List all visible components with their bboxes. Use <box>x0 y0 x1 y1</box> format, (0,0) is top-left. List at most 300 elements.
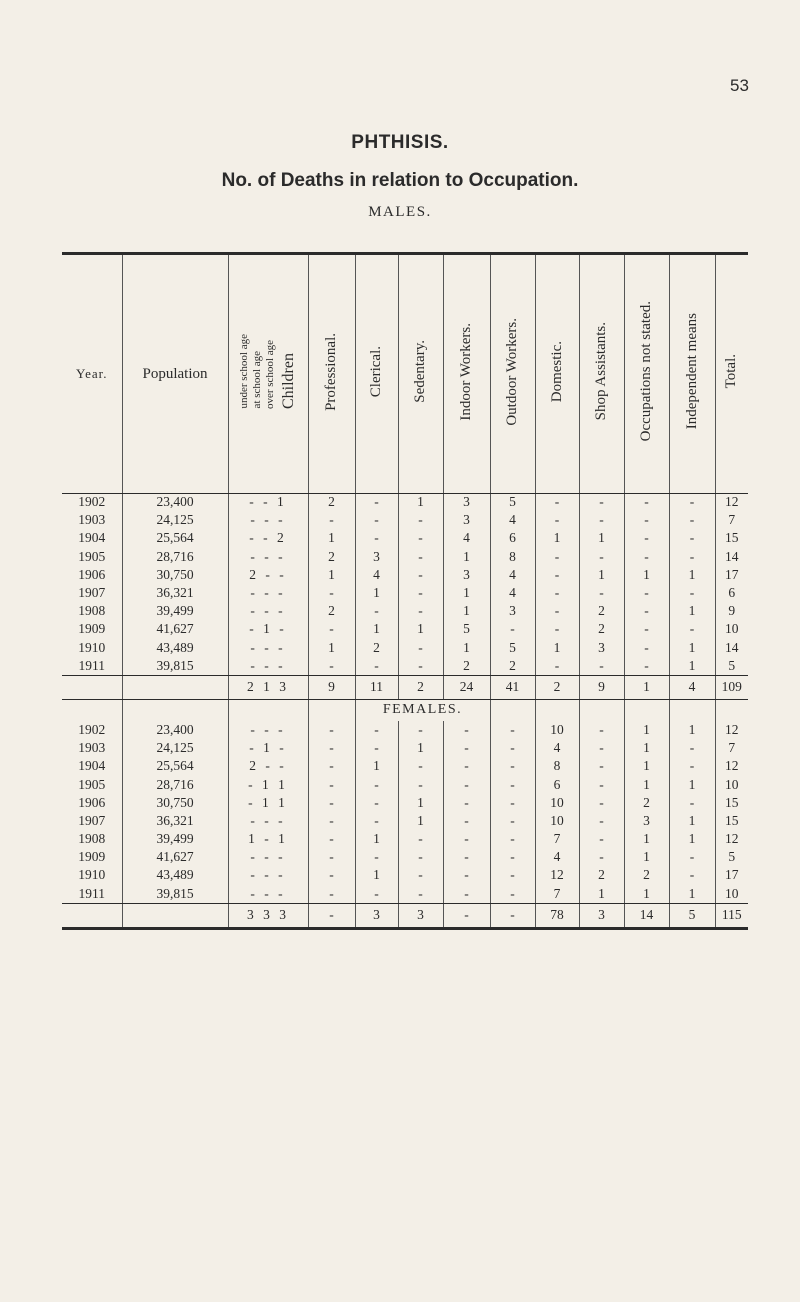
value-cell: - <box>579 739 624 757</box>
population-cell: 23,400 <box>122 721 228 739</box>
total-value-cell: - <box>443 903 490 927</box>
value-cell: 5 <box>715 848 748 866</box>
value-cell: 4 <box>535 739 579 757</box>
value-cell: - <box>535 566 579 584</box>
value-cell: 1 <box>669 657 715 675</box>
total-value-cell: 78 <box>535 903 579 927</box>
year-cell: 1909 <box>78 621 106 637</box>
population-cell: 39,499 <box>122 830 228 848</box>
males-total-top-rule <box>62 675 748 676</box>
value-cell: - <box>669 493 715 511</box>
value-cell: - <box>490 848 535 866</box>
females-label-body <box>62 699 748 721</box>
year-cell: 1911 <box>78 657 105 673</box>
value-cell: - <box>624 602 669 620</box>
value-cell: - <box>355 529 398 547</box>
value-cell: 1 <box>669 775 715 793</box>
year-cell: 1902 <box>78 494 106 510</box>
value-cell: - <box>398 657 443 675</box>
blank-cell <box>62 675 122 699</box>
value-cell: - <box>398 775 443 793</box>
value-cell: - <box>308 657 355 675</box>
females-total-top-rule <box>62 903 748 904</box>
value-cell: - <box>308 739 355 757</box>
header-children-under: under school age <box>238 334 250 409</box>
children-cell: - - - <box>228 657 308 675</box>
value-cell: - <box>443 775 490 793</box>
value-cell: - <box>579 721 624 739</box>
males-total-row <box>62 675 748 699</box>
value-cell: 15 <box>715 529 748 547</box>
header-professional: Professional. <box>308 255 355 493</box>
children-cell: - - - <box>228 511 308 529</box>
value-cell: - <box>669 548 715 566</box>
value-cell: - <box>308 757 355 775</box>
value-cell: - <box>355 885 398 903</box>
value-cell: - <box>398 584 443 602</box>
header-occupations-not-stated: Occupations not stated. <box>624 255 669 493</box>
children-total-cell: 3 3 3 <box>228 903 308 927</box>
value-cell: 1 <box>624 885 669 903</box>
value-cell: 5 <box>715 657 748 675</box>
value-cell: - <box>443 739 490 757</box>
value-cell: 1 <box>669 885 715 903</box>
header-sedentary: Sedentary. <box>398 255 443 493</box>
section-label-males: MALES. <box>368 204 432 220</box>
value-cell: - <box>355 721 398 739</box>
total-value-cell: 24 <box>443 675 490 699</box>
value-cell: - <box>398 529 443 547</box>
males-row-1910 <box>62 639 748 657</box>
header-population: Population <box>122 255 228 493</box>
value-cell: 1 <box>669 639 715 657</box>
value-cell: 2 <box>443 657 490 675</box>
value-cell: - <box>490 866 535 884</box>
value-cell: - <box>308 620 355 638</box>
population-cell: 41,627 <box>122 620 228 638</box>
value-cell: 4 <box>443 529 490 547</box>
population-cell: 28,716 <box>122 775 228 793</box>
value-cell: - <box>398 566 443 584</box>
value-cell: - <box>398 511 443 529</box>
value-cell: - <box>535 602 579 620</box>
total-value-cell: 3 <box>579 903 624 927</box>
table-subtitle: No. of Deaths in relation to Occupation. <box>221 170 579 191</box>
children-cell: - - - <box>228 584 308 602</box>
total-value-cell: 1 <box>624 675 669 699</box>
value-cell: - <box>535 657 579 675</box>
value-cell: 3 <box>443 493 490 511</box>
value-cell: 12 <box>715 757 748 775</box>
value-cell: - <box>355 775 398 793</box>
females-row-1902 <box>62 721 748 739</box>
value-cell: 1 <box>669 812 715 830</box>
page-number: 53 <box>730 76 749 95</box>
total-value-cell: 115 <box>715 903 748 927</box>
year-cell: 1909 <box>78 849 106 865</box>
total-value-cell: 2 <box>398 675 443 699</box>
value-cell: - <box>624 529 669 547</box>
value-cell: 2 <box>579 620 624 638</box>
children-cell: - 1 - <box>228 620 308 638</box>
year-cell: 1906 <box>78 566 106 582</box>
children-cell: - - - <box>228 602 308 620</box>
total-value-cell: 11 <box>355 675 398 699</box>
value-cell: 1 <box>624 830 669 848</box>
year-cell: 1902 <box>78 721 106 737</box>
value-cell: - <box>308 775 355 793</box>
year-cell: 1911 <box>78 885 105 901</box>
population-cell: 23,400 <box>122 493 228 511</box>
header-children <box>228 255 308 493</box>
children-cell: 2 - - <box>228 757 308 775</box>
males-body <box>62 493 748 675</box>
children-cell: - 1 - <box>228 739 308 757</box>
value-cell: 17 <box>715 566 748 584</box>
value-cell: 4 <box>490 584 535 602</box>
population-cell: 36,321 <box>122 812 228 830</box>
children-cell: - - - <box>228 885 308 903</box>
value-cell: - <box>355 657 398 675</box>
value-cell: 1 <box>443 548 490 566</box>
value-cell: - <box>398 866 443 884</box>
value-cell: 3 <box>490 602 535 620</box>
value-cell: 17 <box>715 866 748 884</box>
value-cell: 2 <box>308 493 355 511</box>
value-cell: 1 <box>308 639 355 657</box>
males-row-1908 <box>62 602 748 620</box>
females-row-1903 <box>62 739 748 757</box>
value-cell: 14 <box>715 548 748 566</box>
value-cell: - <box>398 639 443 657</box>
value-cell: 9 <box>715 602 748 620</box>
value-cell: - <box>624 584 669 602</box>
females-total-row <box>62 903 748 927</box>
value-cell: 1 <box>443 584 490 602</box>
value-cell: 2 <box>308 548 355 566</box>
value-cell: - <box>579 757 624 775</box>
males-row-1902 <box>62 493 748 511</box>
population-cell: 24,125 <box>122 739 228 757</box>
total-value-cell: - <box>490 903 535 927</box>
males-row-1909 <box>62 620 748 638</box>
value-cell: 4 <box>490 511 535 529</box>
value-cell: - <box>669 529 715 547</box>
value-cell: - <box>579 657 624 675</box>
value-cell: 1 <box>535 639 579 657</box>
population-cell: 39,499 <box>122 602 228 620</box>
males-total-body <box>62 675 748 699</box>
value-cell: 10 <box>535 794 579 812</box>
blank-cell <box>122 675 228 699</box>
females-row-1907 <box>62 812 748 830</box>
header-children-label: Children <box>280 352 297 409</box>
males-row-1907 <box>62 584 748 602</box>
children-cell: 2 - - <box>228 566 308 584</box>
value-cell: 3 <box>579 639 624 657</box>
children-cell: - - 1 <box>228 493 308 511</box>
section-label-females: FEMALES. <box>355 699 490 721</box>
header-outdoor-workers: Outdoor Workers. <box>490 255 535 493</box>
value-cell: 1 <box>624 566 669 584</box>
value-cell: - <box>398 602 443 620</box>
year-cell: 1903 <box>78 512 106 528</box>
females-row-1905 <box>62 775 748 793</box>
population-cell: 30,750 <box>122 566 228 584</box>
value-cell: 4 <box>490 566 535 584</box>
year-cell: 1910 <box>78 867 106 883</box>
year-cell: 1905 <box>78 776 106 792</box>
value-cell: - <box>490 794 535 812</box>
value-cell: - <box>443 757 490 775</box>
value-cell: 10 <box>535 812 579 830</box>
value-cell: 2 <box>624 866 669 884</box>
value-cell: - <box>308 866 355 884</box>
value-cell: 1 <box>535 529 579 547</box>
value-cell: 10 <box>715 775 748 793</box>
value-cell: 14 <box>715 639 748 657</box>
value-cell: - <box>490 885 535 903</box>
section-row-females <box>62 699 748 721</box>
total-value-cell: 14 <box>624 903 669 927</box>
value-cell: 1 <box>443 602 490 620</box>
value-cell: - <box>398 830 443 848</box>
header-children-at: at school age <box>251 351 263 409</box>
value-cell: 1 <box>579 529 624 547</box>
value-cell: 1 <box>669 602 715 620</box>
value-cell: 6 <box>535 775 579 793</box>
value-cell: 12 <box>715 830 748 848</box>
children-cell: 1 - 1 <box>228 830 308 848</box>
population-cell: 41,627 <box>122 848 228 866</box>
value-cell: - <box>579 794 624 812</box>
total-value-cell: 3 <box>398 903 443 927</box>
total-value-cell: 2 <box>535 675 579 699</box>
value-cell: - <box>490 830 535 848</box>
value-cell: - <box>355 493 398 511</box>
value-cell: 1 <box>355 584 398 602</box>
females-total-body <box>62 903 748 927</box>
value-cell: - <box>443 830 490 848</box>
value-cell: - <box>443 812 490 830</box>
value-cell: 15 <box>715 812 748 830</box>
value-cell: - <box>490 812 535 830</box>
value-cell: - <box>443 885 490 903</box>
value-cell: - <box>443 794 490 812</box>
value-cell: - <box>669 757 715 775</box>
value-cell: 1 <box>355 620 398 638</box>
children-cell: - - - <box>228 548 308 566</box>
males-row-1903 <box>62 511 748 529</box>
value-cell: 1 <box>308 529 355 547</box>
value-cell: 7 <box>535 885 579 903</box>
population-cell: 25,564 <box>122 529 228 547</box>
children-cell: - - - <box>228 848 308 866</box>
value-cell: 2 <box>355 639 398 657</box>
population-cell: 24,125 <box>122 511 228 529</box>
value-cell: - <box>669 848 715 866</box>
value-cell: 5 <box>490 639 535 657</box>
total-value-cell: 4 <box>669 675 715 699</box>
value-cell: - <box>579 830 624 848</box>
value-cell: 5 <box>490 493 535 511</box>
females-body <box>62 721 748 903</box>
value-cell: 12 <box>535 866 579 884</box>
total-value-cell: 5 <box>669 903 715 927</box>
value-cell: - <box>669 866 715 884</box>
value-cell: 2 <box>579 866 624 884</box>
header-bottom-rule <box>62 493 748 494</box>
value-cell: - <box>535 493 579 511</box>
value-cell: - <box>535 511 579 529</box>
value-cell: - <box>624 620 669 638</box>
value-cell: 3 <box>443 566 490 584</box>
year-cell: 1904 <box>78 530 106 546</box>
population-cell: 43,489 <box>122 639 228 657</box>
males-row-1904 <box>62 529 748 547</box>
total-value-cell: 41 <box>490 675 535 699</box>
value-cell: - <box>579 584 624 602</box>
value-cell: - <box>355 739 398 757</box>
population-cell: 43,489 <box>122 866 228 884</box>
females-row-1906 <box>62 794 748 812</box>
value-cell: - <box>579 548 624 566</box>
females-row-1910 <box>62 866 748 884</box>
value-cell: - <box>355 848 398 866</box>
value-cell: - <box>490 757 535 775</box>
value-cell: 2 <box>490 657 535 675</box>
header-independent-means: Independent means <box>669 255 715 493</box>
header-row <box>62 255 748 493</box>
males-row-1911 <box>62 657 748 675</box>
year-cell: 1906 <box>78 794 106 810</box>
females-row-1911 <box>62 885 748 903</box>
value-cell: 1 <box>398 739 443 757</box>
value-cell: 4 <box>535 848 579 866</box>
value-cell: - <box>443 848 490 866</box>
population-cell: 39,815 <box>122 885 228 903</box>
value-cell: - <box>398 885 443 903</box>
value-cell: 3 <box>624 812 669 830</box>
header-children-over: over school age <box>264 339 276 409</box>
value-cell: - <box>308 885 355 903</box>
header-year: Year. <box>76 365 108 381</box>
total-value-cell: 3 <box>355 903 398 927</box>
header-clerical: Clerical. <box>355 255 398 493</box>
year-cell: 1903 <box>78 740 106 756</box>
year-cell: 1908 <box>78 831 106 847</box>
value-cell: - <box>669 794 715 812</box>
value-cell: - <box>490 739 535 757</box>
year-cell: 1907 <box>78 812 106 828</box>
population-cell: 25,564 <box>122 757 228 775</box>
total-value-cell: - <box>308 903 355 927</box>
header-shop-assistants: Shop Assistants. <box>579 255 624 493</box>
value-cell: - <box>624 657 669 675</box>
value-cell: - <box>490 721 535 739</box>
year-cell: 1904 <box>78 758 106 774</box>
value-cell: 1 <box>624 848 669 866</box>
occupation-deaths-table <box>62 255 748 927</box>
value-cell: 1 <box>355 866 398 884</box>
value-cell: 10 <box>715 885 748 903</box>
value-cell: 1 <box>308 566 355 584</box>
value-cell: 1 <box>398 812 443 830</box>
value-cell: 12 <box>715 721 748 739</box>
value-cell: - <box>308 812 355 830</box>
value-cell: - <box>398 548 443 566</box>
children-cell: - - - <box>228 721 308 739</box>
value-cell: - <box>355 794 398 812</box>
value-cell: 10 <box>715 620 748 638</box>
value-cell: - <box>579 775 624 793</box>
value-cell: - <box>579 848 624 866</box>
blank-cell <box>62 903 122 927</box>
children-cell: - - - <box>228 866 308 884</box>
value-cell: - <box>624 511 669 529</box>
value-cell: 7 <box>535 830 579 848</box>
value-cell: - <box>443 721 490 739</box>
value-cell: 1 <box>355 830 398 848</box>
value-cell: 8 <box>535 757 579 775</box>
header-total: Total. <box>715 255 748 493</box>
value-cell: 7 <box>715 511 748 529</box>
population-cell: 28,716 <box>122 548 228 566</box>
population-cell: 36,321 <box>122 584 228 602</box>
value-cell: - <box>308 721 355 739</box>
males-row-1906 <box>62 566 748 584</box>
value-cell: 1 <box>579 566 624 584</box>
value-cell: - <box>624 548 669 566</box>
children-cell: - 1 1 <box>228 775 308 793</box>
value-cell: 1 <box>398 493 443 511</box>
value-cell: - <box>308 511 355 529</box>
table-bottom-rule <box>62 927 748 930</box>
value-cell: - <box>579 812 624 830</box>
value-cell: - <box>355 812 398 830</box>
value-cell: 1 <box>624 757 669 775</box>
value-cell: - <box>398 757 443 775</box>
value-cell: 1 <box>669 830 715 848</box>
value-cell: - <box>535 584 579 602</box>
value-cell: 1 <box>624 775 669 793</box>
value-cell: 3 <box>443 511 490 529</box>
value-cell: - <box>669 620 715 638</box>
value-cell: - <box>355 511 398 529</box>
value-cell: - <box>398 848 443 866</box>
value-cell: 2 <box>579 602 624 620</box>
value-cell: - <box>669 584 715 602</box>
total-value-cell: 9 <box>579 675 624 699</box>
value-cell: 8 <box>490 548 535 566</box>
blank-cell <box>122 903 228 927</box>
population-cell: 30,750 <box>122 794 228 812</box>
year-cell: 1905 <box>78 548 106 564</box>
value-cell: 1 <box>398 620 443 638</box>
value-cell: 1 <box>443 639 490 657</box>
value-cell: 1 <box>398 794 443 812</box>
value-cell: 12 <box>715 493 748 511</box>
value-cell: 5 <box>443 620 490 638</box>
value-cell: 7 <box>715 739 748 757</box>
value-cell: - <box>579 511 624 529</box>
females-row-1909 <box>62 848 748 866</box>
value-cell: - <box>624 639 669 657</box>
year-cell: 1908 <box>78 603 106 619</box>
value-cell: 15 <box>715 794 748 812</box>
value-cell: 1 <box>579 885 624 903</box>
value-cell: 4 <box>355 566 398 584</box>
